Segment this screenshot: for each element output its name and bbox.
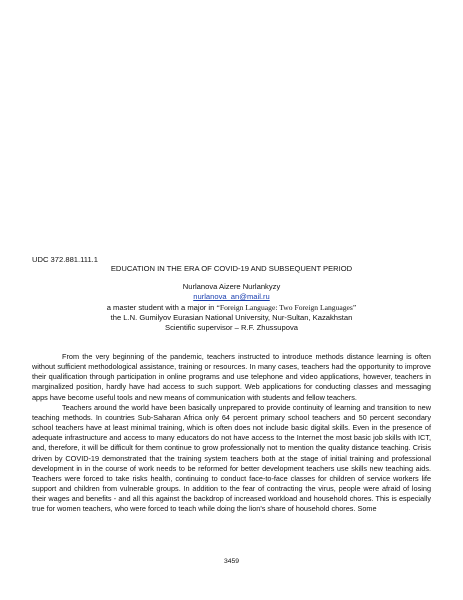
paper-title: EDUCATION IN THE ERA OF COVID-19 AND SUBSEQUENT PERIOD <box>110 264 353 273</box>
body-paragraph-2: Teachers around the world have been basically unprepared to provide continuity of learning and transition to new teaching methods. In countries Sub-Saharan Africa only 64 percent primary school teachers and 50 percent secondary school teachers have at least minimal training, which is often does not include basic digital skills. Even in the presence of adequate infrastructure and access to many educators do not have access to the Internet the most basic job skills with ICT, and, therefore, it will be difficult for them continue to grow professionally not to mention the quality distance teaching. Crisis driven by COVID-19 demonstrated that the training system teachers both at the stage of initial training and professional development in in the course of work needs to be reformed for better development teachers use skills new teaching aids. Teachers were forced to take risks health, continuing to conduct face-to-face classes for children of service workers life support and children from vulnerable groups. In addition to the fear of contracting the virus, people were afraid of losing their wages and benefits - and all this against the backdrop of increased workload and household chores. This is especially true for women teachers, who were forced to teach while doing the lion's share of household chores. Some <box>32 402 431 514</box>
scientific-supervisor: Scientific supervisor – R.F. Zhussupova <box>165 323 298 333</box>
page-number: 3459 <box>223 558 240 565</box>
author-university: the L.N. Gumilyov Eurasian National University, Nur-Sultan, Kazakhstan <box>110 312 353 322</box>
body-text <box>32 352 431 515</box>
author-role <box>0 303 463 313</box>
author-major: “Foreign Language: Two Foreign Languages” <box>216 302 357 312</box>
author-block <box>0 282 463 333</box>
body-paragraph-1: From the very beginning of the pandemic, teachers instructed to introduce methods distance learning is often without sufficient methodological assistance, training or resources. In many cases, teachers had the opportunity to improve their qualification through participation in online programs and use telephone and video applications, however, teachers in marginalized position, hardly have had access to such support. Web applications for conducting classes and messaging apps have become useful tools and new means of communication with students and fellow teachers. <box>32 352 431 402</box>
udc-code: UDC 372.881.111.1 <box>32 255 98 264</box>
author-email-link[interactable]: nurlanova_an@mail.ru <box>193 292 270 302</box>
author-name: Nurlanova Aizere Nurlankyzy <box>182 282 281 291</box>
author-role-prefix: a master student with a major in <box>106 302 215 312</box>
